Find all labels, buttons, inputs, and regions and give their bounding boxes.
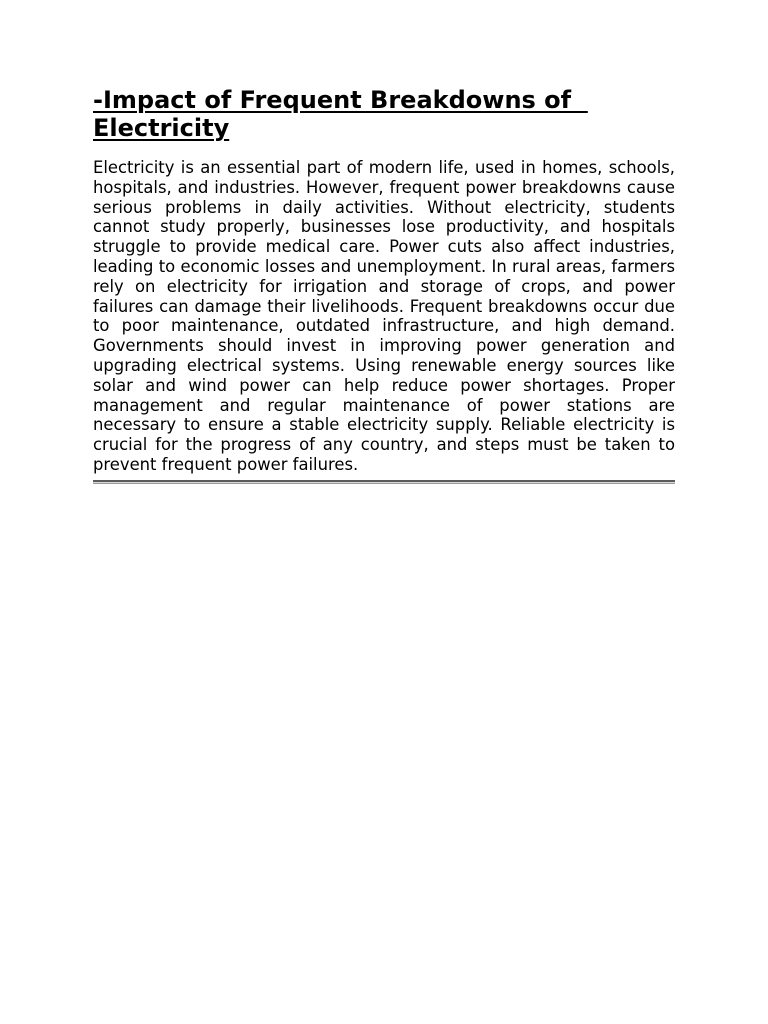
document-title: -Impact of Frequent Breakdowns of Electricity <box>93 86 572 142</box>
document-body-paragraph: Electricity is an essential part of modern life, used in homes, schools, hospitals, and industries. However, frequent power breakdowns cause serious problems in daily activities. Without electricity, students cannot study properly, businesses lose productivity, and hospitals struggle to provide medical care. Power cuts also affect industries, leading to economic losses and unemployment. In rural areas, farmers rely on electricity for irrigation and storage of crops, and power failures can damage their livelihoods. Frequent breakdowns occur due to poor maintenance, outdated infrastructure, and high demand. Governments should invest in improving power generation and upgrading electrical systems. Using renewable energy sources like solar and wind power can help reduce power shortages. Proper management and regular maintenance of power stations are necessary to ensure a stable electricity supply. Reliable electricity is crucial for the progress of any country, and steps must be taken to prevent frequent power failures. <box>93 158 675 474</box>
document-content <box>93 86 675 484</box>
bottom-border-rule <box>93 480 675 484</box>
